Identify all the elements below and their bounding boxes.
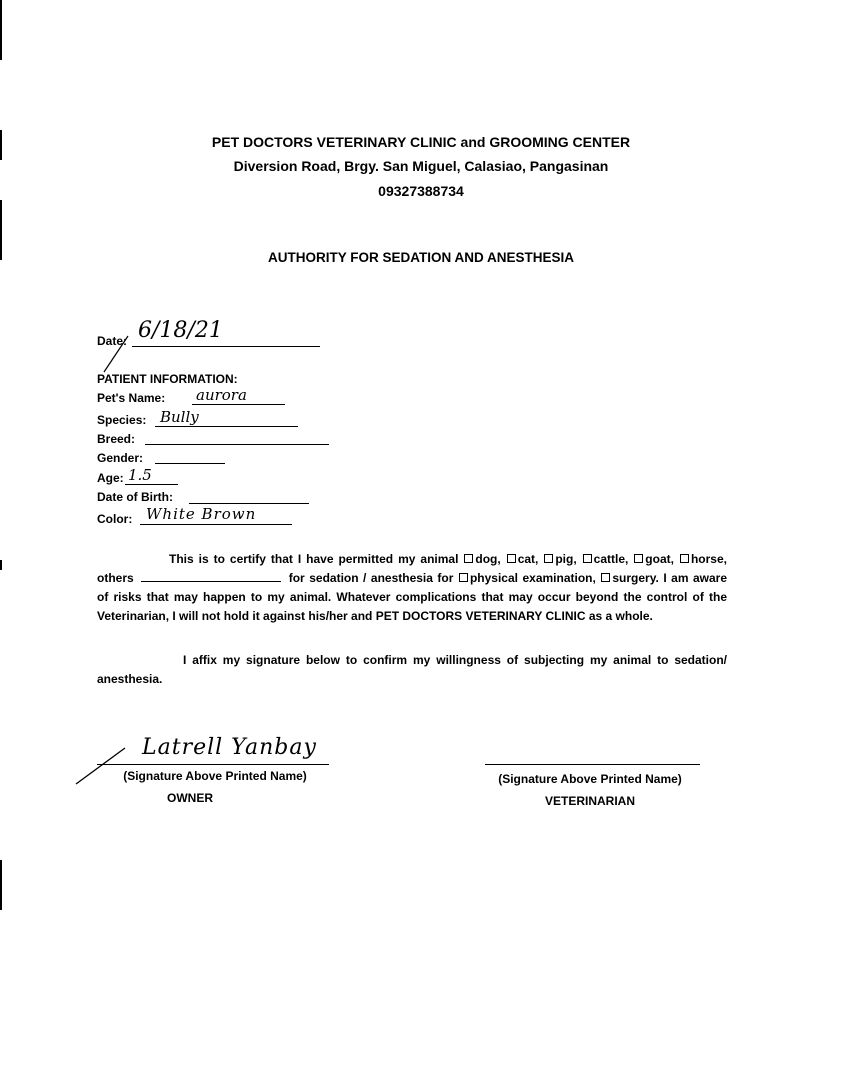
- checkbox-cat[interactable]: [507, 554, 516, 563]
- dob-line: [189, 503, 309, 504]
- option-horse: horse, others: [97, 552, 727, 585]
- checkbox-horse[interactable]: [680, 554, 689, 563]
- date-stroke-mark: [96, 330, 136, 376]
- consent-paragraph: [97, 550, 727, 626]
- vet-role: VETERINARIAN: [544, 794, 635, 808]
- gender-line: [155, 463, 225, 464]
- option-physical-exam: physical examination,: [469, 571, 596, 585]
- age-line: [125, 484, 178, 485]
- option-dog: dog,: [475, 552, 501, 566]
- scan-edge-mark: [0, 0, 2, 60]
- vet-signature-line: [485, 764, 700, 765]
- checkbox-cattle[interactable]: [583, 554, 592, 563]
- color-line: [140, 524, 292, 525]
- checkbox-goat[interactable]: [634, 554, 643, 563]
- clinic-address: Diversion Road, Brgy. San Miguel, Calasiao, Pangasinan: [233, 158, 609, 174]
- checkbox-pig[interactable]: [544, 554, 553, 563]
- date-value: 6/18/21: [138, 318, 223, 343]
- owner-signature-caption: (Signature Above Printed Name): [123, 769, 307, 783]
- others-blank[interactable]: [141, 571, 281, 582]
- clinic-phone: 09327388734: [378, 183, 464, 199]
- owner-signature-line: [97, 764, 329, 765]
- consent-text-intro: This is to certify that I have permitted my animal: [169, 552, 459, 566]
- species-line: [155, 426, 298, 427]
- form-title: AUTHORITY FOR SEDATION AND ANESTHESIA: [267, 250, 574, 265]
- option-surgery: surgery. I am aware of risks that may happen to my animal. Whatever complications that may occur beyond the control of the Veterinarian, I will not hold it against his/her and PET DOCTORS VETERINARY CLINIC as a whole.: [97, 571, 728, 623]
- checkbox-physical-exam[interactable]: [459, 573, 468, 582]
- clinic-name: PET DOCTORS VETERINARY CLINIC and GROOMING CENTER: [211, 134, 631, 150]
- dob-label: Date of Birth:: [97, 490, 173, 504]
- option-cat: cat,: [517, 552, 539, 566]
- patient-section-label: PATIENT INFORMATION:: [97, 372, 238, 386]
- checkbox-dog[interactable]: [464, 554, 473, 563]
- color-label: Color:: [97, 512, 133, 526]
- date-line: [132, 346, 320, 347]
- option-pig: pig,: [555, 552, 577, 566]
- gender-label: Gender:: [97, 451, 144, 465]
- species-label: Species:: [97, 413, 147, 427]
- species-value: Bully: [160, 408, 199, 426]
- scan-edge-mark: [0, 560, 2, 570]
- vet-signature-caption: (Signature Above Printed Name): [498, 772, 682, 786]
- option-goat: goat,: [645, 552, 674, 566]
- age-label: Age:: [97, 471, 124, 485]
- owner-role: OWNER: [167, 791, 213, 805]
- scan-edge-mark: [0, 860, 2, 910]
- pets-name-label: Pet's Name:: [97, 391, 166, 405]
- pets-name-line: [192, 404, 285, 405]
- date-label: Date:: [97, 334, 128, 348]
- color-value: White Brown: [146, 505, 257, 523]
- consent-text-purpose: for sedation / anesthesia for: [288, 571, 454, 585]
- breed-label: Breed:: [97, 432, 136, 446]
- breed-line: [145, 444, 329, 445]
- affirmation-paragraph: I affix my signature below to confirm my willingness of subjecting my animal to sedation/ anesthesia.: [97, 653, 727, 686]
- checkbox-surgery[interactable]: [601, 573, 610, 582]
- pets-name-value: aurora: [196, 386, 247, 404]
- option-cattle: cattle,: [593, 552, 629, 566]
- age-value: 1.5: [128, 466, 152, 484]
- owner-signature: Latrell Yanbay: [142, 735, 317, 760]
